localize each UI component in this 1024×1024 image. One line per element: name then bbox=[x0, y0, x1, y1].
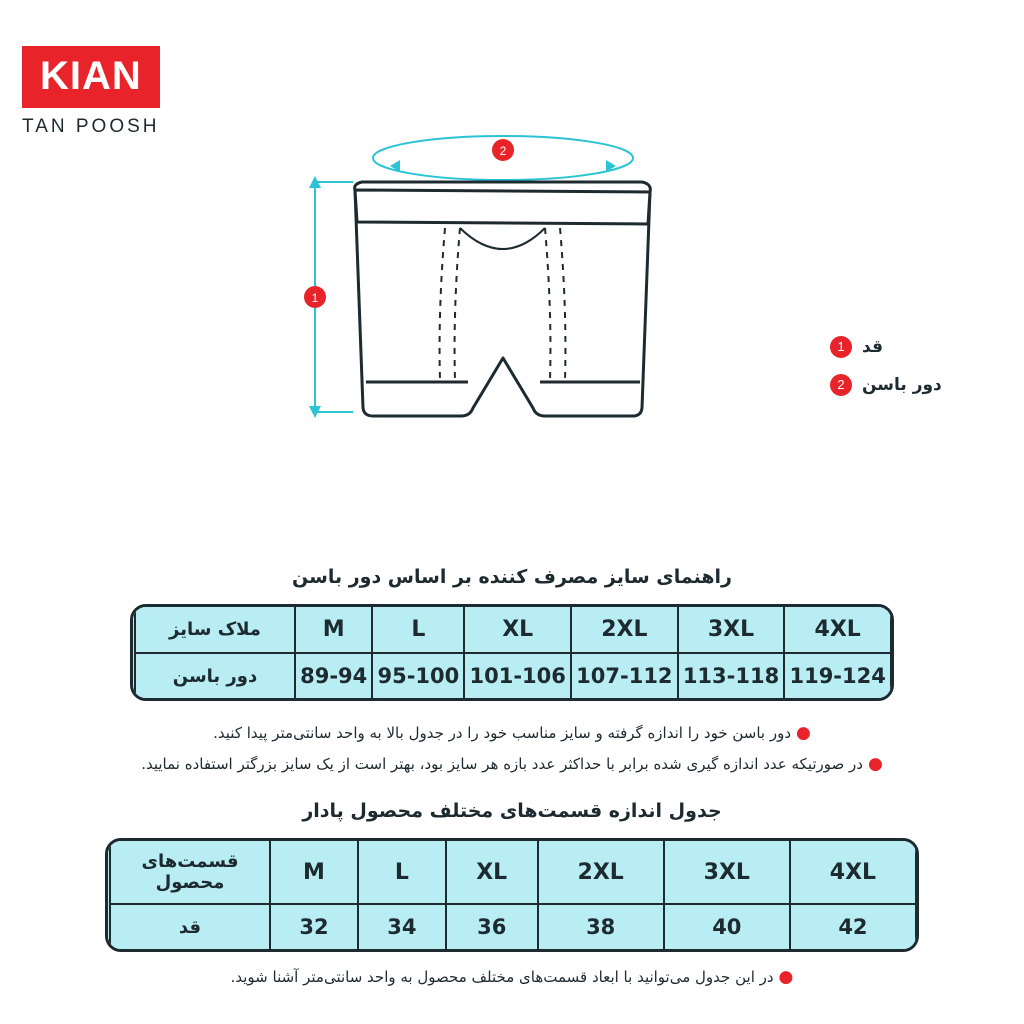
header-cell-3xl: 3XL bbox=[664, 841, 790, 904]
cell-length-xl: 36 bbox=[446, 904, 538, 949]
consumer-size-table-wrapper bbox=[130, 604, 894, 701]
header-cell-product-parts: قسمت‌های محصول bbox=[110, 841, 270, 904]
svg-text:1: 1 bbox=[311, 291, 319, 305]
header-cell-m: M bbox=[270, 841, 358, 904]
header-cell-xl: XL bbox=[464, 607, 571, 653]
note-line bbox=[0, 718, 1024, 749]
cell-hip-m: 89-94 bbox=[295, 653, 372, 698]
table-row bbox=[110, 841, 916, 904]
note-text: در صورتیکه عدد اندازه گیری شده برابر با حداکثر عدد بازه هر سایز بود، بهتر است از یک سایز بزرگتر استفاده نمایید. bbox=[141, 755, 863, 774]
brand-logo-mark: KIAN bbox=[22, 46, 160, 108]
table-row bbox=[135, 653, 891, 698]
header-cell-2xl: 2XL bbox=[538, 841, 664, 904]
header-cell-l: L bbox=[372, 607, 464, 653]
cell-hip-4xl: 119-124 bbox=[784, 653, 891, 698]
header-cell-2xl: 2XL bbox=[571, 607, 678, 653]
product-dimension-table-wrapper bbox=[105, 838, 919, 952]
header-cell-criterion: ملاک سایز bbox=[135, 607, 295, 653]
product-dimension-table bbox=[108, 841, 916, 949]
bullet-icon: ● bbox=[778, 967, 794, 987]
header-cell-l: L bbox=[358, 841, 446, 904]
legend-label-hip: دور باسن bbox=[862, 375, 942, 395]
section-two-notes bbox=[0, 962, 1024, 993]
section-two-title: جدول اندازه قسمت‌های مختلف محصول پادار bbox=[302, 800, 722, 822]
note-line bbox=[0, 962, 1024, 993]
bullet-icon: ● bbox=[867, 754, 883, 775]
brand-logo-subtitle: TAN POOSH bbox=[22, 116, 160, 137]
row-label-length: قد bbox=[110, 904, 270, 949]
legend-item-hip bbox=[830, 374, 990, 396]
cell-length-l: 34 bbox=[358, 904, 446, 949]
cell-length-2xl: 38 bbox=[538, 904, 664, 949]
cell-hip-3xl: 113-118 bbox=[678, 653, 785, 698]
note-text: دور باسن خود را اندازه گرفته و سایز مناسب خود را در جدول بالا به واحد سانتی‌متر پیدا کنید. bbox=[213, 724, 792, 743]
cell-hip-xl: 101-106 bbox=[464, 653, 571, 698]
row-label-hip: دور باسن bbox=[135, 653, 295, 698]
bullet-icon: ● bbox=[796, 723, 811, 743]
svg-text:2: 2 bbox=[499, 144, 507, 158]
legend-badge-1-icon: 1 bbox=[830, 336, 852, 358]
legend-label-height: قد bbox=[862, 337, 883, 357]
cell-hip-l: 95-100 bbox=[372, 653, 464, 698]
table-row bbox=[110, 904, 916, 949]
legend bbox=[830, 336, 990, 412]
header-cell-m: M bbox=[295, 607, 372, 653]
note-text: در این جدول می‌توانید با ابعاد قسمت‌های مختلف محصول به واحد سانتی‌متر آشنا شوید. bbox=[230, 968, 774, 987]
header-cell-3xl: 3XL bbox=[678, 607, 785, 653]
table-row bbox=[135, 607, 891, 653]
brand-logo bbox=[22, 46, 262, 138]
section-one-notes bbox=[0, 718, 1024, 781]
cell-hip-2xl: 107-112 bbox=[571, 653, 678, 698]
consumer-size-table bbox=[133, 607, 891, 698]
product-measurement-illustration bbox=[290, 120, 710, 450]
note-line bbox=[0, 749, 1024, 780]
header-cell-4xl: 4XL bbox=[784, 607, 891, 653]
cell-length-4xl: 42 bbox=[790, 904, 916, 949]
legend-badge-2-icon: 2 bbox=[830, 374, 852, 396]
legend-item-height bbox=[830, 336, 990, 358]
section-one-title: راهنمای سایز مصرف کننده بر اساس دور باسن bbox=[292, 566, 732, 588]
cell-length-m: 32 bbox=[270, 904, 358, 949]
header-cell-xl: XL bbox=[446, 841, 538, 904]
header-cell-4xl: 4XL bbox=[790, 841, 916, 904]
cell-length-3xl: 40 bbox=[664, 904, 790, 949]
